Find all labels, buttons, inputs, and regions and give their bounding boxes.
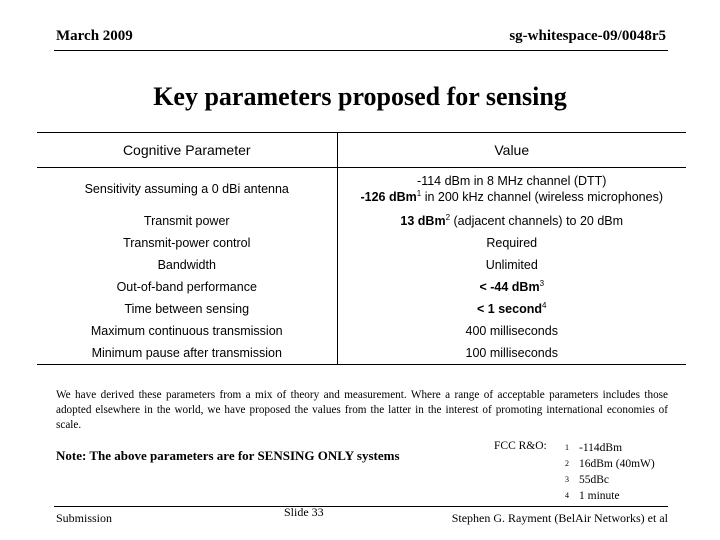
footer-author: Stephen G. Rayment (BelAir Networks) et al (451, 511, 668, 525)
table-row (37, 232, 686, 254)
value-cell: < 1 second$^4$ (337, 298, 686, 320)
value-cell: 13 dBm$^2$ (adjacent channels) to 20 dBm (337, 210, 686, 232)
param-cell: Sensitivity assuming a 0 dBi antenna (84, 182, 289, 196)
param-cell: Transmit-power control (123, 236, 251, 250)
param-cell: Transmit power (143, 214, 230, 228)
table-row (37, 276, 686, 298)
header-rule (54, 50, 668, 51)
table-row (37, 210, 686, 232)
sensing-only-note: Note: The above parameters are for SENSING ONLY systems (56, 448, 400, 463)
value-cell: Required (337, 232, 686, 254)
header-date: March 2009 (56, 28, 133, 44)
value-cell: -114 dBm in 8 MHz channel (DTT) -126 dBm$^1$ in 200 kHz channel (wireless microphones) (337, 168, 686, 211)
param-cell: Minimum pause after transmission (91, 346, 282, 360)
footnote-item: 2 16dBm (40mW) (565, 458, 655, 470)
table-row (37, 298, 686, 320)
footer-rule (54, 506, 668, 507)
param-cell: Out-of-band performance (116, 280, 257, 294)
table-row (37, 342, 686, 365)
footnote-item: 1 -114dBm (565, 442, 623, 454)
methodology-note: We have derived these parameters from a mix of theory and measurement. Where a range of acceptable parameters includes those adopted elsewhere in the world, we have proposed the values from the latter in the interest of promoting international economies of scale. (56, 389, 668, 431)
value-cell: Unlimited (337, 254, 686, 276)
table-header-row (37, 133, 686, 168)
footnote-item: 3 55dBc (565, 474, 610, 486)
slide-title: Key parameters proposed for sensing (153, 82, 567, 111)
value-cell: 100 milliseconds (337, 342, 686, 365)
table-row (37, 168, 686, 211)
footnotes-list (565, 440, 655, 504)
col-header-value: Value (337, 133, 686, 168)
col-header-parameter: Cognitive Parameter (37, 133, 337, 168)
value-cell: 400 milliseconds (337, 320, 686, 342)
footer-submission: Submission (56, 511, 113, 525)
value-cell: < -44 dBm$^3$ (337, 276, 686, 298)
fcc-label: FCC R&O: (494, 440, 547, 452)
table-row (37, 320, 686, 342)
header-doc-id: sg-whitespace-09/0048r5 (509, 28, 666, 44)
parameters-table (37, 132, 686, 365)
param-cell: Bandwidth (157, 258, 216, 272)
footer-slide-number: Slide 33 (284, 505, 324, 519)
param-cell: Time between sensing (124, 302, 250, 316)
param-cell: Maximum continuous transmission (90, 324, 283, 338)
footnote-item: 4 1 minute (565, 490, 620, 502)
table-row (37, 254, 686, 276)
